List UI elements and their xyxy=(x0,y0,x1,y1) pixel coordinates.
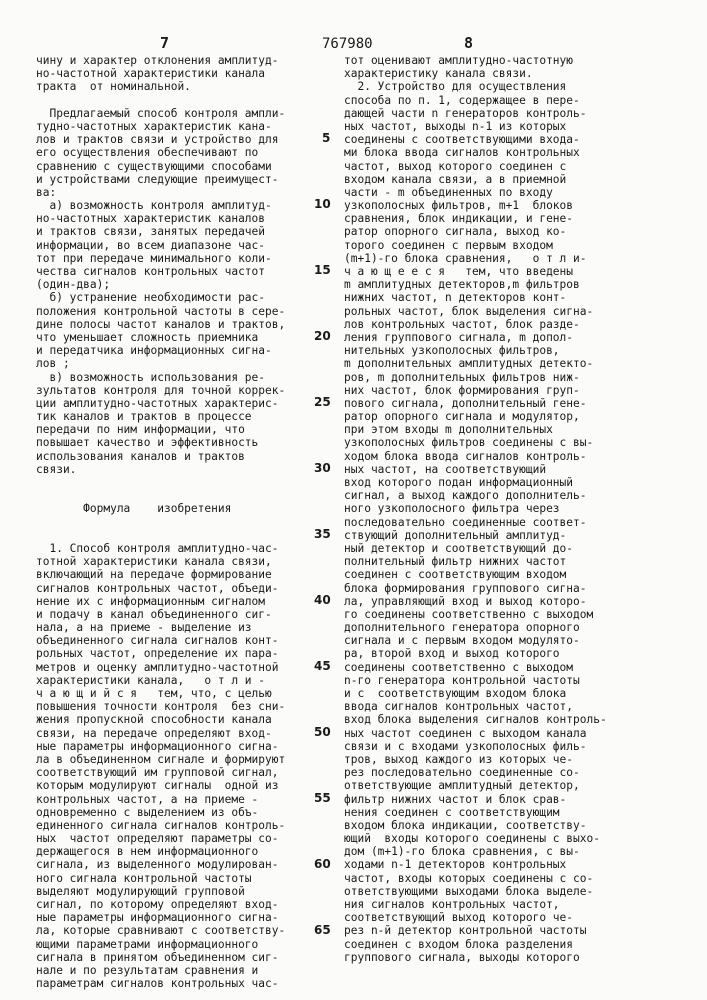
text-line: ные параметры информационного сигна- xyxy=(36,911,285,924)
text-line: в) возможность использования ре- xyxy=(36,371,285,384)
text-line xyxy=(36,489,285,502)
text-line xyxy=(36,516,285,529)
text-line: лов ; xyxy=(36,357,285,370)
text-line: узкополосных фильтров соединены с вы- xyxy=(344,436,607,449)
text-line: ра, второй вход и выход которого xyxy=(344,647,607,660)
text-line: способа по п. 1, содержащее в пере- xyxy=(344,94,607,107)
line-marker: 35 xyxy=(314,527,331,541)
text-line: контрольных частот, а на приеме - xyxy=(36,793,285,806)
text-line: сравнения, блок индикации, и гене- xyxy=(344,212,607,225)
text-line: параметрам сигналов контрольных час- xyxy=(36,977,285,990)
text-line: частот, выход которого соединен с xyxy=(344,160,607,173)
text-line: тик каналов и трактов в процессе xyxy=(36,410,285,423)
text-line: ные параметры информационного сигна- xyxy=(36,740,285,753)
text-line: них частот, блок формирования груп- xyxy=(344,384,607,397)
text-line: входом канала связи, а в приемной xyxy=(344,173,607,186)
text-line: ответствующие амплитудный детектор, xyxy=(344,779,607,792)
text-line: ла в объединенном сигнале и формируют xyxy=(36,753,285,766)
text-line: ходом блока ввода сигналов контроль- xyxy=(344,450,607,463)
text-line: повышает качество и эффективность xyxy=(36,436,285,449)
text-line: нижних частот, n детекторов конт- xyxy=(344,291,607,304)
text-line: связи и с входами узкополосных филь- xyxy=(344,740,607,753)
text-line: ющими параметрами информационного xyxy=(36,938,285,951)
line-marker: 45 xyxy=(314,659,331,673)
text-line: б) устранение необходимости рас- xyxy=(36,291,285,304)
text-line: которым модулируют сигналы одной из xyxy=(36,779,285,792)
text-line: объединенного сигнала сигналов конт- xyxy=(36,634,285,647)
text-line xyxy=(36,94,285,107)
text-line: ных частот, выходы n-1 из которых xyxy=(344,120,607,133)
text-line: ния сигналов контрольных частот, xyxy=(344,898,607,911)
text-line: торого соединен с первым входом xyxy=(344,239,607,252)
text-line: ствующий дополнительный амплитуд- xyxy=(344,529,607,542)
text-line: сравнению с существующими способами xyxy=(36,160,285,173)
line-marker: 60 xyxy=(314,857,331,871)
text-line: (m+1)-го блока сравнения, о т л и- xyxy=(344,252,607,265)
text-line: ный детектор и соответствующий до- xyxy=(344,542,607,555)
text-line: вход блока выделения сигналов контроль- xyxy=(344,713,607,726)
text-line: передачи по ним информации, что xyxy=(36,423,285,436)
text-line: соединен с входом блока разделения xyxy=(344,938,607,951)
text-line: 1. Способ контроля амплитудно-час- xyxy=(36,542,285,555)
text-line: m дополнительных амплитудных детекто- xyxy=(344,357,607,370)
patent-number: 767980 xyxy=(322,36,373,52)
text-line: ного сигнала контрольной частоты xyxy=(36,872,285,885)
text-line: ла, которые сравнивают с соответству- xyxy=(36,924,285,937)
text-line: сигнала в принятом объединенном сиг- xyxy=(36,951,285,964)
text-line: тот при передаче минимального коли- xyxy=(36,252,285,265)
text-line: нала, а на приеме - выделение из xyxy=(36,621,285,634)
text-line: держащегося в нем информационного xyxy=(36,845,285,858)
text-line: блока формирования группового сигна- xyxy=(344,582,607,595)
text-line: сигнал, по которому определяют вход- xyxy=(36,898,285,911)
text-line: включающий на передаче формирование xyxy=(36,568,285,581)
line-marker: 20 xyxy=(314,329,331,343)
text-line: ратор опорного сигнала, выход ко- xyxy=(344,225,607,238)
text-line: характеристики канала, о т л и - xyxy=(36,674,285,687)
text-line: тотной характеристики канала связи, xyxy=(36,555,285,568)
text-line: соединен с соответствующим входом xyxy=(344,568,607,581)
text-line: нение их с информационным сигналом xyxy=(36,595,285,608)
text-line: рез n-й детектор контрольной частоты xyxy=(344,924,607,937)
text-line: ми блока ввода сигналов контрольных xyxy=(344,146,607,159)
text-line: последовательно соединенные соответ- xyxy=(344,516,607,529)
text-line: тракта от номинальной. xyxy=(36,80,285,93)
text-line: дополнительного генератора опорного xyxy=(344,621,607,634)
text-line: узкополосных фильтров, m+1 блоков xyxy=(344,199,607,212)
text-line: ходами n-1 детекторов контрольных xyxy=(344,858,607,871)
text-line: n-го генератора контрольной частоты xyxy=(344,674,607,687)
text-line: 2. Устройство для осуществления xyxy=(344,80,607,93)
text-line: информации, во всем диапазоне час- xyxy=(36,239,285,252)
text-line: нале и по результатам сравнения и xyxy=(36,964,285,977)
text-line: соответствующий выход которого че- xyxy=(344,911,607,924)
text-line xyxy=(36,476,285,489)
text-line: сигнала и с первым входом модулято- xyxy=(344,634,607,647)
text-line: и передатчика информационных сигна- xyxy=(36,344,285,357)
right-column xyxy=(344,54,607,964)
text-line: и устройствами следующие преимущест- xyxy=(36,173,285,186)
text-line: выделяют модулирующий групповой xyxy=(36,885,285,898)
text-line: лов контрольных частот, блок разде- xyxy=(344,318,607,331)
text-line: соответствующий им групповой сигнал, xyxy=(36,766,285,779)
text-line: m амплитудных детекторов,m фильтров xyxy=(344,278,607,291)
text-line: соединены соответственно с выходом xyxy=(344,661,607,674)
text-line: ющий входы которого соединены с выхо- xyxy=(344,832,607,845)
line-marker: 40 xyxy=(314,593,331,607)
text-line: одновременно с выделением из объ- xyxy=(36,806,285,819)
text-line: Предлагаемый способ контроля ампли- xyxy=(36,107,285,120)
text-line: ных частот определяют параметры со- xyxy=(36,832,285,845)
text-line: положения контрольной частоты в сере- xyxy=(36,305,285,318)
text-line: ных частот, на соответствующий xyxy=(344,463,607,476)
text-line: использования каналов и трактов xyxy=(36,450,285,463)
text-line: и подачу в канал объединенного сиг- xyxy=(36,608,285,621)
text-line: повышения точности контроля без сни- xyxy=(36,700,285,713)
text-line: пового сигнала, дополнительный гене- xyxy=(344,397,607,410)
text-line: при этом входы m дополнительных xyxy=(344,423,607,436)
text-line: ответствующими выходами блока выделе- xyxy=(344,885,607,898)
line-marker: 55 xyxy=(314,791,331,805)
text-line: рольных частот, блок выделения сигна- xyxy=(344,305,607,318)
text-line: ных частот соединен с выходом канала xyxy=(344,727,607,740)
text-line: нения соединен с соответствующим xyxy=(344,806,607,819)
text-line: связи. xyxy=(36,463,285,476)
text-line: ла, управляющий вход и выход которо- xyxy=(344,595,607,608)
text-line: ва: xyxy=(36,186,285,199)
text-line: рез последовательно соединенные со- xyxy=(344,766,607,779)
text-line: частот, входы которых соединены с со- xyxy=(344,872,607,885)
text-line: тот оценивают амплитудно-частотную xyxy=(344,54,607,67)
text-line: ч а ю щ и й с я тем, что, с целью xyxy=(36,687,285,700)
text-line: фильтр нижних частот и блок срав- xyxy=(344,793,607,806)
line-marker: 65 xyxy=(314,923,331,937)
text-line: Формула изобретения xyxy=(36,502,285,515)
line-marker: 15 xyxy=(314,263,331,277)
text-line: чину и характер отклонения амплитуд- xyxy=(36,54,285,67)
line-marker: 25 xyxy=(314,395,331,409)
text-line: тров, выход каждого из которых че- xyxy=(344,753,607,766)
text-line: вход которого подан информационный xyxy=(344,476,607,489)
text-line: рольных частот, определение их пара- xyxy=(36,647,285,660)
text-line: и с соответствующим входом блока xyxy=(344,687,607,700)
text-line: группового сигнала, выходы которого xyxy=(344,951,607,964)
text-line: зультатов контроля для точной коррек- xyxy=(36,384,285,397)
text-line: связи, на передаче определяют вход- xyxy=(36,727,285,740)
text-line: метров и оценку амплитудно-частотной xyxy=(36,661,285,674)
text-line: но-частотных характеристик каналов xyxy=(36,212,285,225)
text-line: дине полосы частот каналов и трактов, xyxy=(36,318,285,331)
text-line: лов и трактов связи и устройство для xyxy=(36,133,285,146)
text-line: полнительный фильтр нижних частот xyxy=(344,555,607,568)
text-line: ратор опорного сигнала и модулятор, xyxy=(344,410,607,423)
text-line: и трактов связи, занятых передачей xyxy=(36,225,285,238)
line-marker: 10 xyxy=(314,197,331,211)
text-line: единенного сигнала сигналов контроль- xyxy=(36,819,285,832)
text-line: го соединены соответственно с выходом xyxy=(344,608,607,621)
text-line: его осуществления обеспечивают по xyxy=(36,146,285,159)
text-line: ввода сигналов контрольных частот, xyxy=(344,700,607,713)
text-line: чества сигналов контрольных частот xyxy=(36,265,285,278)
text-line: ления группового сигнала, m допол- xyxy=(344,331,607,344)
text-line xyxy=(36,529,285,542)
left-column xyxy=(36,54,285,990)
text-line: характеристику канала связи. xyxy=(344,67,607,80)
text-line: тудно-частотных характеристик кана- xyxy=(36,120,285,133)
text-line: дом (m+1)-го блока сравнения, с вы- xyxy=(344,845,607,858)
text-line: входом блока индикации, соответству- xyxy=(344,819,607,832)
page-number-left: 7 xyxy=(160,34,169,52)
text-line: ного узкополосного фильтра через xyxy=(344,502,607,515)
line-marker: 5 xyxy=(322,131,330,145)
text-line: жения пропускной способности канала xyxy=(36,713,285,726)
text-line: сигнал, а выход каждого дополнитель- xyxy=(344,489,607,502)
text-line: сигнала, из выделенного модулирован- xyxy=(36,858,285,871)
line-marker: 50 xyxy=(314,725,331,739)
text-line: соединены с соответствующими входа- xyxy=(344,133,607,146)
page-number-right: 8 xyxy=(464,34,473,52)
text-line: что уменьшает сложность приемника xyxy=(36,331,285,344)
line-marker: 30 xyxy=(314,461,331,475)
text-line: ции амплитудно-частотных характерис- xyxy=(36,397,285,410)
text-line: дающей части n генераторов контроль- xyxy=(344,107,607,120)
text-line: части - m объединенных по входу xyxy=(344,186,607,199)
text-line: сигналов контрольных частот, объеди- xyxy=(36,582,285,595)
text-line: а) возможность контроля амплитуд- xyxy=(36,199,285,212)
text-line: ч а ю щ е е с я тем, что введены xyxy=(344,265,607,278)
text-line: (один-два); xyxy=(36,278,285,291)
text-line: нительных узкополосных фильтров, xyxy=(344,344,607,357)
text-line: ров, m дополнительных фильтров ниж- xyxy=(344,371,607,384)
text-line: но-частотной характеристики канала xyxy=(36,67,285,80)
